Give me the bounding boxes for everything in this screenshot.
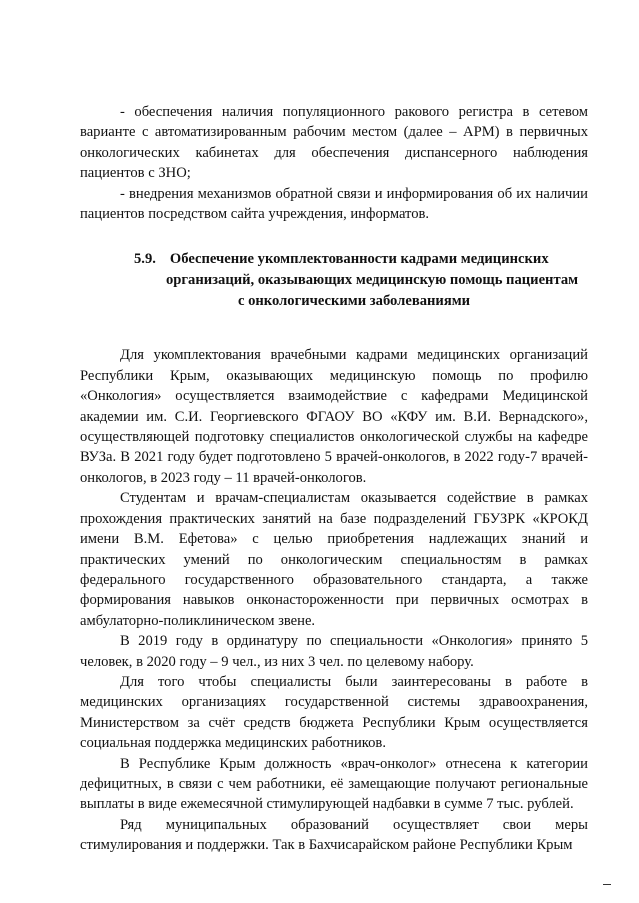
- paragraph-staffing: Для укомплектования врачебными кадрами медицинских организаций Республики Крым, оказывающих медицинскую помощь по профилю «Онкология» осуществляется взаимодействие с кафедрами Медицинской академии им. С.И. Георгиевского ФГАОУ ВО «КФУ им. В.И. Вернадского», осуществляющей подготовку специалистов онкологической службы на кафедре ВУЗа. В 2021 году будет подготовлено 5 врачей-онкологов, в 2022 году-7 врачей-онкологов, в 2023 году – 11 врачей-онкологов.: [80, 347, 588, 486]
- section-number: 5.9.: [134, 251, 156, 268]
- section-heading-line-1: [80, 249, 588, 270]
- section-title-line-2: организаций, оказывающих медицинскую помощь пациентам: [166, 272, 579, 289]
- paragraph-deficit: В Республике Крым должность «врач-онколог» отнесена к категории дефицитных, в связи с чем работники, её замещающие получают региональные выплаты в виде ежемесячной стимулирующей надбавки в сумме 7 тыс. рублей.: [80, 755, 588, 813]
- paragraph-registry: - обеспечения наличия популяционного ракового регистра в сетевом варианте с автоматизированным рабочим местом (далее – АРМ) в первичных онкологических кабинетах для обеспечения диспансерного наблюдения пациентов с ЗНО;: [80, 104, 588, 182]
- scan-mark: [603, 884, 611, 885]
- paragraph-training: Студентам и врачам-специалистам оказывается содействие в рамках прохождения практических занятий на базе подразделений ГБУЗРК «КРОКД имени В.М. Ефетова» с целью приобретения надлежащих знаний и практических умений по онкологическим специальностям в рамках федерального государственного образовательного стандарта, а также формирования навыков онконастороженности при первичных осмотрах в амбулаторно-поликлиническом звене.: [80, 490, 588, 629]
- paragraph-support: Для того чтобы специалисты были заинтересованы в работе в медицинских организациях государственной системы здравоохранения, Министерством за счёт средств бюджета Республики Крым осуществляется социальная поддержка медицинских работников.: [80, 673, 588, 752]
- document-body: [80, 102, 588, 856]
- paragraph-residency: В 2019 году в ординатуру по специальности «Онкология» принято 5 человек, в 2020 году – 9 чел., из них 3 чел. по целевому набору.: [80, 633, 588, 670]
- section-title-line-1: Обеспечение укомплектованности кадрами медицинских: [169, 251, 549, 268]
- paragraph-municipal: Ряд муниципальных образований осуществляет свои меры стимулирования и поддержки. Так в Бахчисарайском районе Республики Крым: [80, 816, 588, 854]
- section-title-line-3: с онкологическими заболеваниями: [237, 293, 471, 310]
- paragraph-feedback: - внедрения механизмов обратной связи и информирования об их наличии пациентов посредством сайта учреждения, информатов.: [80, 185, 588, 223]
- section-heading: [80, 249, 588, 312]
